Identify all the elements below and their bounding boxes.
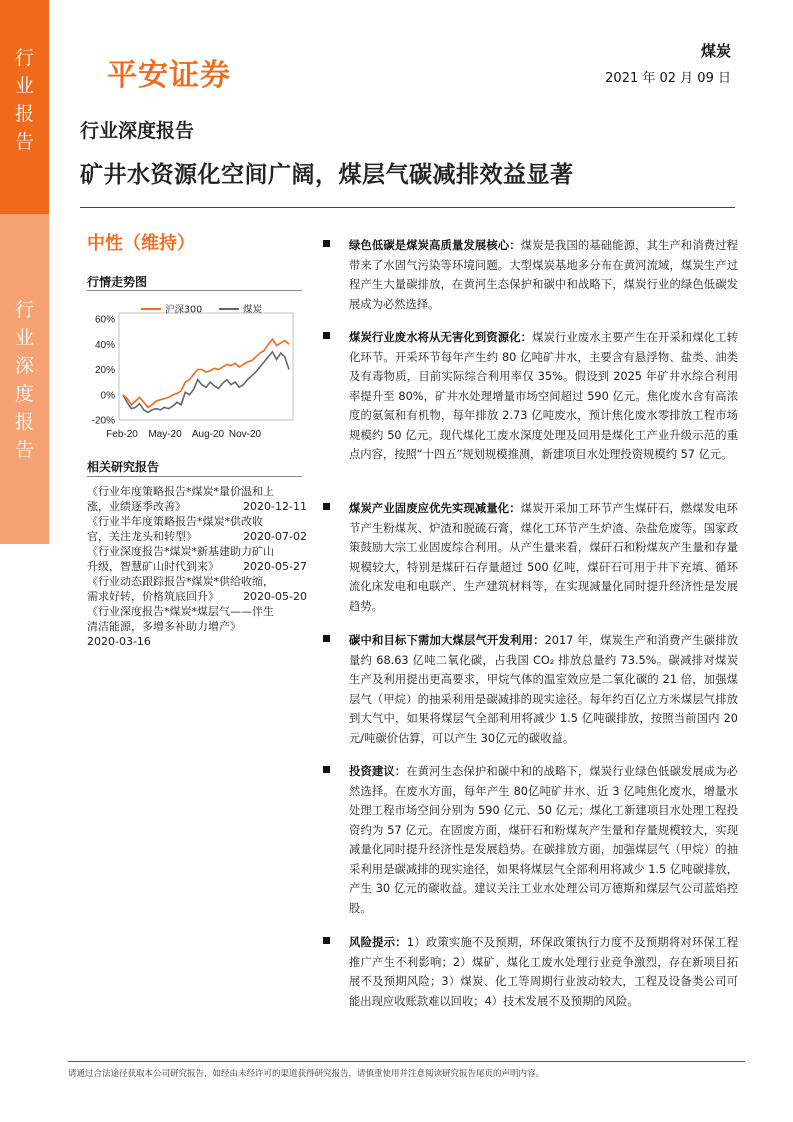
- price-trend-chart: [83, 297, 305, 445]
- key-point-title: 风险提示：: [349, 936, 407, 949]
- related-divider: [87, 476, 302, 477]
- related-report-date: 2020-05-20: [243, 590, 307, 603]
- related-report-date: 2020-05-27: [243, 560, 307, 573]
- side-bottom-char: 深: [14, 355, 34, 377]
- series-line-hs300: [123, 339, 289, 407]
- side-bottom-char: 行: [14, 299, 34, 321]
- key-point-text: [349, 762, 738, 918]
- y-tick-label: 0%: [100, 390, 115, 402]
- side-top-char: 行: [14, 47, 34, 69]
- bullet-square-icon: [323, 503, 330, 510]
- related-reports-label: 相关研究报告: [87, 460, 160, 474]
- bullet-square-icon: [323, 635, 330, 642]
- side-bottom-char: 报: [14, 411, 34, 433]
- series-line-coal: [123, 352, 289, 413]
- footer-divider: [68, 1061, 745, 1062]
- key-point-body: 2017 年，煤炭生产和消费产生碳排放量约 68.63 亿吨二氧化碳，占我国 CO₂ 排放总量约 73.5%。碳减排对煤炭生产及利用提出更高要求，甲烷气体的温室效应是二氧化碳的 21 倍，加强煤层气（甲烷）的抽采利用是碳减排的现实途径。每年约百亿立方米煤层气排放到大气中，如果将煤层气全部利用将减少 1.5 亿吨碳排放，按照当前国内 20元/吨碳价估算，可以产生 30亿元的碳收益。: [349, 634, 738, 745]
- rating-label: 中性（维持）: [87, 233, 195, 254]
- related-report-item[interactable]: [87, 514, 307, 544]
- report-date: 2021 年 02 月 09 日: [605, 71, 731, 86]
- related-report-item[interactable]: [87, 574, 307, 604]
- related-report-item[interactable]: [87, 484, 307, 514]
- key-point-title: 碳中和目标下需加大煤层气开发利用：: [349, 634, 545, 647]
- y-tick-label: 60%: [94, 314, 115, 326]
- key-point-text: [349, 328, 738, 465]
- related-report-item[interactable]: [87, 604, 307, 649]
- key-point-title: 投资建议：: [349, 765, 407, 778]
- bullet-square-icon: [323, 332, 330, 339]
- related-report-date: 2020-12-11: [243, 500, 307, 513]
- x-tick-label: Nov-20: [228, 429, 262, 440]
- key-point-title: 煤炭行业废水将从无害化到资源化：: [349, 331, 533, 344]
- related-report-title: 涨，业绩逐季改善》: [87, 500, 186, 513]
- sidebar-report-tag: [0, 0, 49, 214]
- legend-label: 煤炭: [243, 304, 263, 316]
- key-point-title: 煤炭产业固废应优先实现减量化：: [349, 502, 521, 515]
- y-tick-label: 40%: [94, 339, 115, 351]
- key-point-body: 1）政策实施不及预期，环保政策执行力度不及预期将对环保工程推广产生不利影响；2）煤矿、煤化工废水处理行业竞争激烈，存在新项目拓展不及预期风险；3）煤炭、化工等周期行业波动较大，工程及设备类公司可能出现应收账款难以回收；4）技术发展不及预期的风险。: [349, 936, 738, 1008]
- related-report-title: 升级，智慧矿山时代到来》: [87, 560, 219, 573]
- related-report-title: 《行业深度报告*煤炭*煤层气——伴生: [87, 605, 274, 618]
- trend-chart-label: 行情走势图: [87, 275, 148, 289]
- brand-logo: 平安证券: [107, 58, 231, 93]
- related-report-title: 《行业动态跟踪报告*煤炭*供给收缩，: [87, 575, 274, 588]
- related-report-title: 需求好转，价格筑底回升》: [87, 590, 219, 603]
- key-point-text: [349, 933, 738, 1011]
- related-report-title: 《行业深度报告*煤炭*新基建助力矿山: [87, 545, 274, 558]
- y-tick-label: -20%: [91, 415, 115, 427]
- x-tick-label: May-20: [148, 429, 182, 440]
- related-report-item[interactable]: [87, 544, 307, 574]
- key-point-body: 在黄河生态保护和碳中和的战略下，煤炭行业绿色低碳发展成为必然选择。在废水方面，每年产生 80亿吨矿井水、近 3 亿吨焦化废水，增量水处理工程市场空间分别为 590 亿元、50 亿元；煤化工新建项目水处理工程投资约为 57 亿元。在固废方面，煤矸石和粉煤灰产生量和存量规模较大，实现减量化同时提升经济性是发展趋势。在碳排放方面，加强煤层气（甲烷）的抽采利用是碳减排的现实途径，如果将煤层气全部利用将减少 1.5 亿吨碳排放，产生 30 亿元的碳收益。建议关注工业水处理公司万德斯和煤层气公司蓝焰控股。: [349, 765, 738, 915]
- x-tick-label: Aug-20: [191, 429, 225, 440]
- legend-label: 沪深300: [165, 304, 203, 316]
- x-tick-label: Feb-20: [106, 429, 138, 440]
- key-point-body: 煤炭是我国的基础能源，其生产和消费过程带来了水固气污染等环境问题。大型煤炭基地多分布在黄河流域，煤炭生产过程产生大量碳排放，在黄河生态保护和碳中和战略下，煤炭行业的绿色低碳发展成为必然选择。: [349, 239, 738, 311]
- page-title: 矿井水资源化空间广阔，煤层气碳减排效益显著: [80, 162, 574, 188]
- key-point-text: [349, 499, 738, 616]
- key-point-text: [349, 236, 738, 314]
- sector-label: 煤炭: [700, 42, 731, 60]
- side-top-char: 业: [14, 75, 34, 97]
- y-tick-label: 20%: [94, 365, 115, 376]
- bullet-square-icon: [323, 937, 330, 944]
- key-point-body: 煤炭开采加工环节产生煤矸石，燃煤发电环节产生粉煤灰、炉渣和脱硫石膏，煤化工环节产生炉渣、杂盐危废等。国家政策鼓励大宗工业固废综合利用。从产生量来看，煤矸石和粉煤灰产生量和存量规模较大，特别是煤矸石存量超过 500 亿吨，煤矸石可用于井下充填、循环流化床发电和电联产、生产建筑材料等，在实现减量化同时提升经济性是发展趋势。: [349, 502, 738, 613]
- related-reports-list: [87, 484, 307, 649]
- bullet-square-icon: [323, 240, 330, 247]
- trend-divider: [87, 290, 302, 291]
- side-bottom-char: 度: [14, 383, 34, 405]
- related-report-title: 《行业年度策略报告*煤炭*量价温和上: [87, 485, 274, 498]
- key-point-body: 煤炭行业废水主要产生在开采和煤化工转化环节。开采环节每年产生约 80 亿吨矿井水，主要含有悬浮物、盐类、油类及有毒物质，目前实际综合利用率仅 35%。假设到 2025 年矿井水综合利用率提升至 80%，矿井水处理增量市场空间超过 590 亿元。焦化废水含有高浓度的氨氮和有机物，每年排放 2.73 亿吨废水，预计焦化废水零排放工程市场规模约 50 亿元。现代煤化工废水深度处理及回用是煤化工产业升级示范的重点内容，按照“十四五”规划规模推测，新建项目水处理投资规模约 57 亿元。: [349, 331, 738, 461]
- side-bottom-char: 业: [14, 327, 34, 349]
- related-report-title: 官，关注龙头和转型》: [87, 530, 197, 543]
- report-type: 行业深度报告: [80, 120, 195, 142]
- side-bottom-char: 告: [14, 439, 34, 461]
- side-top-char: 报: [14, 103, 34, 125]
- related-report-date: 2020-03-16: [87, 635, 151, 648]
- related-report-date: 2020-07-02: [243, 530, 307, 543]
- bullet-square-icon: [323, 766, 330, 773]
- sidebar-report-type-tag: [0, 214, 49, 544]
- side-top-char: 告: [14, 131, 34, 153]
- related-report-title: 《行业半年度策略报告*煤炭*供改收: [87, 515, 263, 528]
- footer-disclaimer: 请通过合法途径获取本公司研究报告，如经由未经许可的渠道获得研究报告，请慎重使用并注意阅读研究报告尾页的声明内容。: [68, 1069, 545, 1079]
- header-divider: [80, 207, 735, 208]
- key-point-text: [349, 631, 738, 748]
- related-report-title: 清洁能源，多增多补助力增产》: [87, 620, 241, 633]
- key-point-title: 绿色低碳是煤炭高质量发展核心：: [349, 239, 521, 252]
